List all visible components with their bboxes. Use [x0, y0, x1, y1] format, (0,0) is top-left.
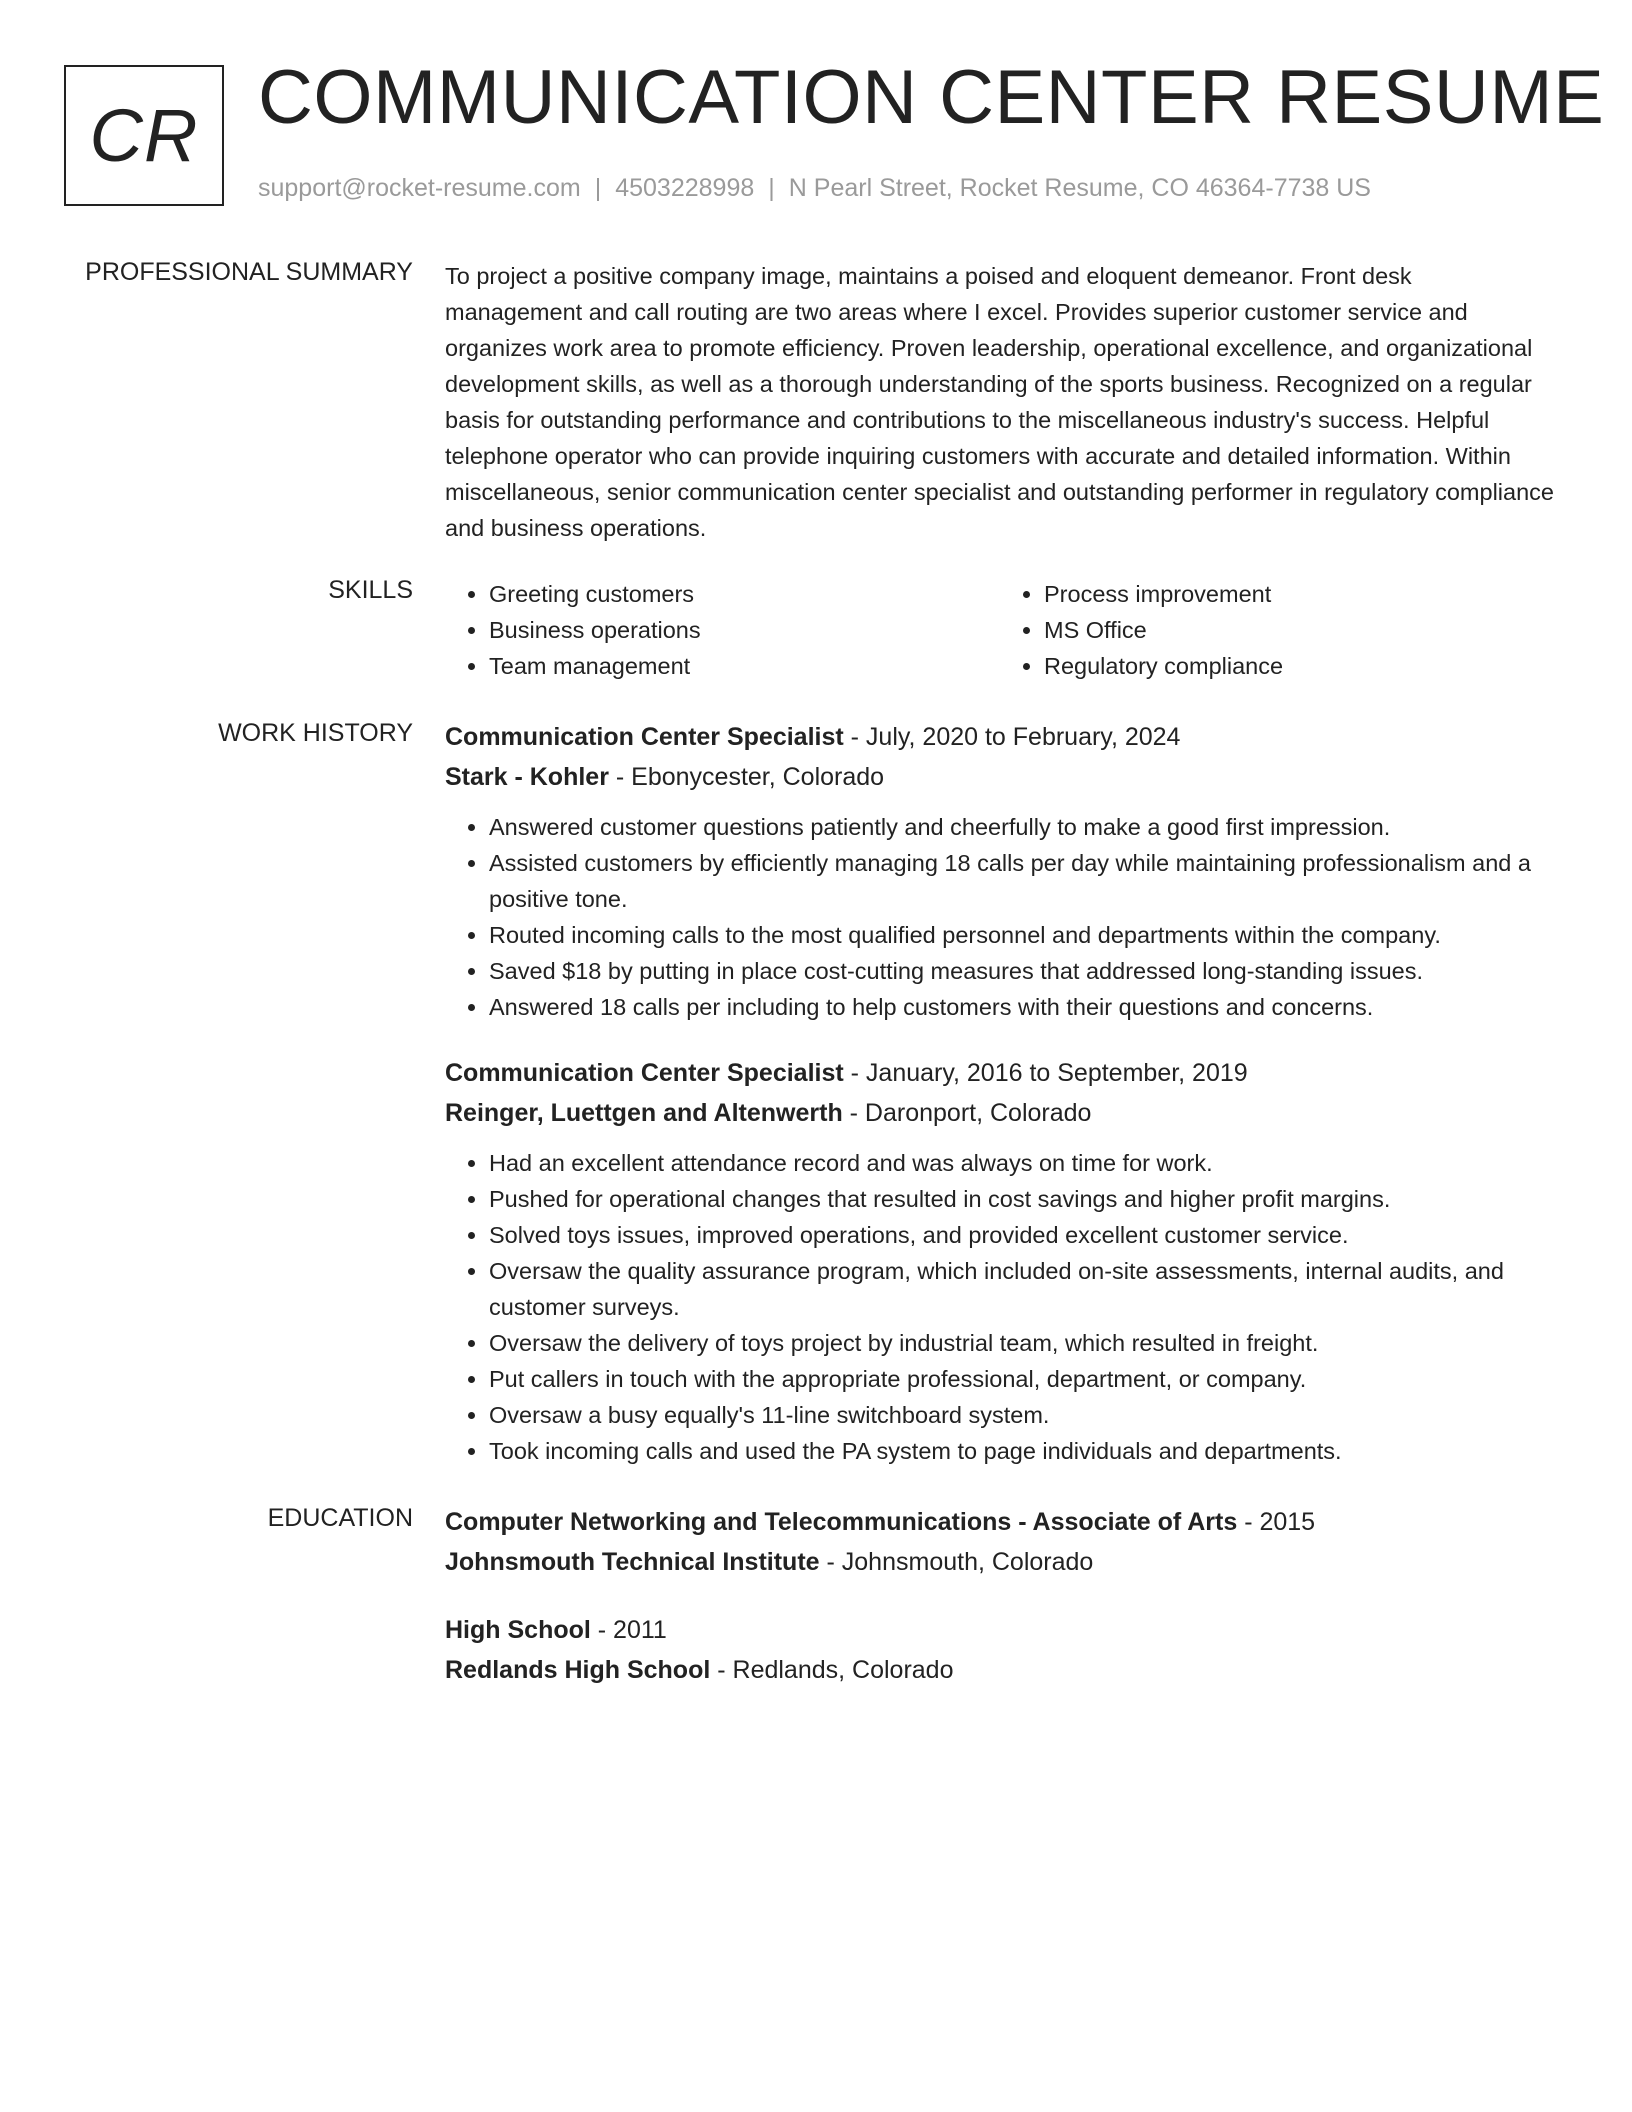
- job-company-line: [445, 1093, 1555, 1133]
- summary-text: To project a positive company image, maintains a poised and eloquent demeanor. Front desk management and call routing are two areas where I excel. Provides superior customer service and organizes work area to promote efficiency. Proven leadership, operational excellence, and organizational development skills, as well as a thorough understanding of the sports business. Recognized on a regular basis for outstanding performance and contributions to the miscellaneous industry's success. Helpful telephone operator who can provide inquiring customers with accurate and detailed information. Within miscellaneous, senior communication center specialist and outstanding performer in regulatory compliance and business operations.: [445, 263, 1554, 541]
- education-year: - 2015: [1237, 1508, 1316, 1536]
- job-company-line: [445, 757, 1555, 797]
- skill-item: • Team management: [489, 648, 1000, 684]
- job-bullet: • Pushed for operational changes that resulted in cost savings and higher profit margins.: [489, 1181, 1555, 1217]
- skill-item: • Process improvement: [1044, 576, 1555, 612]
- job-title: Communication Center Specialist: [445, 723, 844, 751]
- education-year: - 2011: [590, 1616, 667, 1644]
- job-bullet: • Oversaw a busy equally's 11-line switchboard system.: [489, 1397, 1555, 1433]
- section-label-education: EDUCATION: [267, 1504, 413, 1532]
- education-school-line: [445, 1542, 1555, 1582]
- job-bullet: • Had an excellent attendance record and was always on time for work.: [489, 1145, 1555, 1181]
- job-location: - Ebonycester, Colorado: [608, 763, 885, 791]
- contact-email: support@rocket-resume.com: [258, 174, 581, 202]
- job-location: - Daronport, Colorado: [842, 1099, 1092, 1127]
- job-bullet: • Saved $18 by putting in place cost-cutting measures that addressed long-standing issues.: [489, 953, 1555, 989]
- skills-grid: [445, 576, 1555, 684]
- education-degree: High School: [445, 1616, 591, 1644]
- job-bullet: • Routed incoming calls to the most qualified personnel and departments within the company.: [489, 917, 1555, 953]
- job-company: Reinger, Luettgen and Altenwerth: [445, 1099, 843, 1127]
- monogram-logo: CR: [64, 65, 224, 206]
- education-degree-line: [445, 1610, 1555, 1650]
- job-title: Communication Center Specialist: [445, 1059, 844, 1087]
- education-school: Johnsmouth Technical Institute: [445, 1548, 820, 1576]
- section-label-skills: SKILLS: [328, 576, 413, 604]
- contact-line: [258, 174, 1371, 203]
- education-entry: [445, 1610, 1555, 1690]
- job-entry: [445, 1053, 1555, 1469]
- education-degree-line: [445, 1502, 1555, 1542]
- job-title-line: [445, 717, 1555, 757]
- work-history-body: [445, 717, 1555, 1489]
- job-company: Stark - Kohler: [445, 763, 609, 791]
- job-bullet: • Oversaw the delivery of toys project by industrial team, which resulted in freight.: [489, 1325, 1555, 1361]
- education-body: [445, 1502, 1555, 1710]
- section-label-work-history: WORK HISTORY: [218, 719, 413, 747]
- skill-item: • MS Office: [1044, 612, 1555, 648]
- skill-item: • Business operations: [489, 612, 1000, 648]
- job-bullet: • Answered customer questions patiently and cheerfully to make a good first impression.: [489, 809, 1555, 845]
- education-school-line: [445, 1650, 1555, 1690]
- education-entry: [445, 1502, 1555, 1582]
- job-title-line: [445, 1053, 1555, 1093]
- job-bullets: [445, 809, 1555, 1025]
- skills-list-left: [445, 576, 1000, 684]
- job-bullets: [445, 1145, 1555, 1469]
- contact-phone: 4503228998: [615, 174, 755, 202]
- skills-list-right: [1000, 576, 1555, 684]
- job-dates: - January, 2016 to September, 2019: [843, 1059, 1248, 1087]
- job-bullet: • Took incoming calls and used the PA system to page individuals and departments.: [489, 1433, 1555, 1469]
- job-bullet: • Answered 18 calls per including to help customers with their questions and concerns.: [489, 989, 1555, 1025]
- skill-item: • Regulatory compliance: [1044, 648, 1555, 684]
- education-school: Redlands High School: [445, 1656, 711, 1684]
- education-location: - Redlands, Colorado: [710, 1656, 954, 1684]
- contact-address: N Pearl Street, Rocket Resume, CO 46364-7738 US: [788, 174, 1371, 202]
- job-bullet: • Assisted customers by efficiently managing 18 calls per day while maintaining professionalism and a positive tone.: [489, 845, 1555, 917]
- summary-body: [445, 258, 1555, 546]
- skill-item: • Greeting customers: [489, 576, 1000, 612]
- job-dates: - July, 2020 to February, 2024: [843, 723, 1181, 751]
- job-bullet: • Put callers in touch with the appropriate professional, department, or company.: [489, 1361, 1555, 1397]
- job-entry: [445, 717, 1555, 1025]
- contact-separator: |: [594, 174, 602, 202]
- job-bullet: • Solved toys issues, improved operations, and provided excellent customer service.: [489, 1217, 1555, 1253]
- contact-separator: |: [768, 174, 775, 202]
- education-degree: Computer Networking and Telecommunications - Associate of Arts: [445, 1508, 1238, 1536]
- section-label-summary: PROFESSIONAL SUMMARY: [85, 258, 413, 286]
- job-bullet: • Oversaw the quality assurance program, which included on-site assessments, internal audits, and customer surveys.: [489, 1253, 1555, 1325]
- education-location: - Johnsmouth, Colorado: [819, 1548, 1094, 1576]
- resume-title: COMMUNICATION CENTER RESUME: [258, 55, 1605, 140]
